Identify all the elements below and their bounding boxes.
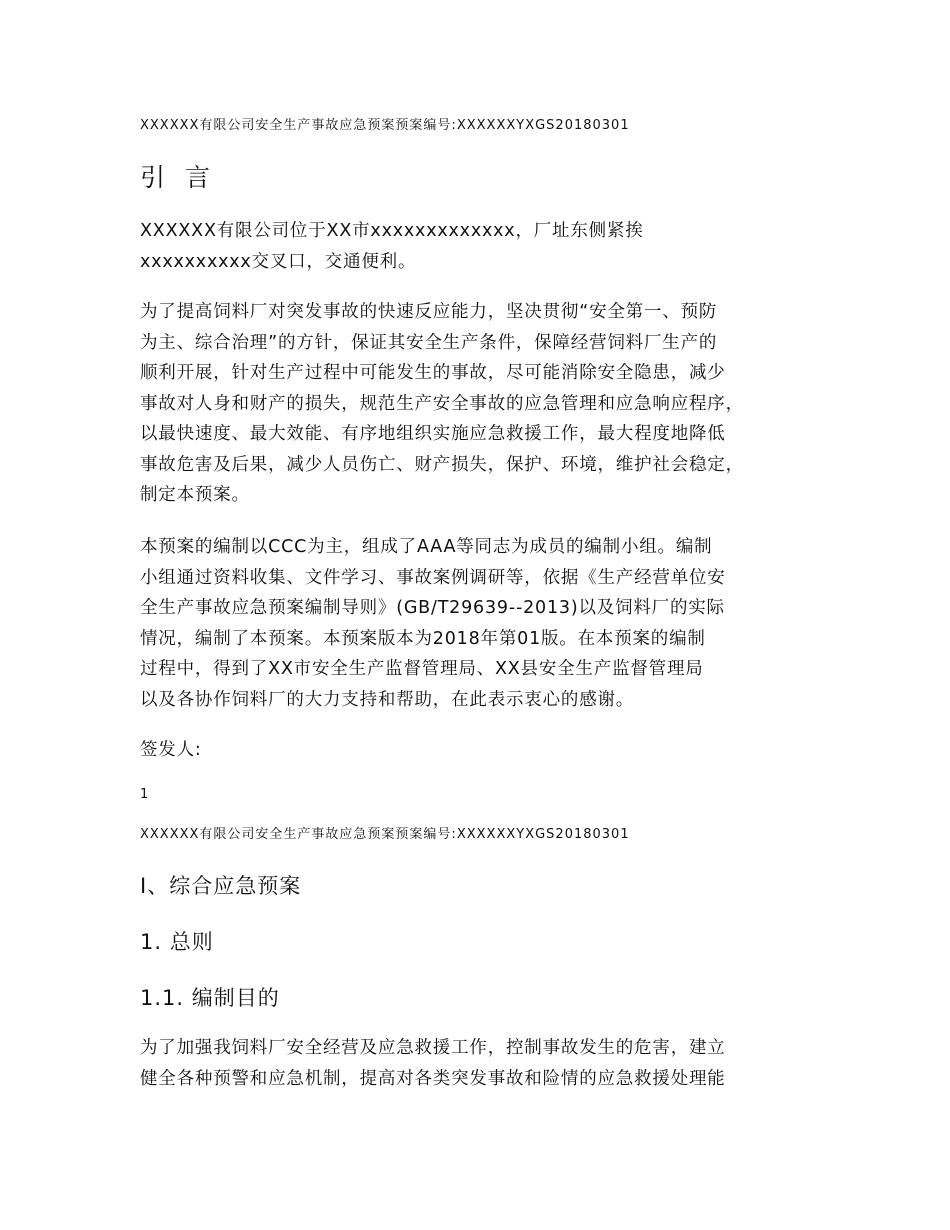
text-line: 本预案的编制以CCC为主，组成了AAA等同志为成员的编制小组。编制 <box>140 537 713 557</box>
text-line: 过程中，得到了XX市安全生产监督管理局、XX县安全生产监督管理局 <box>140 659 704 679</box>
purpose-paragraph <box>140 1033 726 1094</box>
text-line: 制定本预案。 <box>140 485 250 505</box>
text-line: 健全各种预警和应急机制，提高对各类突发事故和险情的应急救援处理能 <box>140 1068 726 1089</box>
text-line: 顺利开展，针对生产过程中可能发生的事故，尽可能消除安全隐患，减少 <box>140 363 726 383</box>
intro-paragraph-3 <box>140 532 726 715</box>
text-line: 为主、综合治理”的方针，保证其安全生产条件，保障经营饲料厂生产的 <box>140 332 718 353</box>
page-title: 引 言 <box>140 163 216 192</box>
text-line: 事故危害及后果，减少人员伤亡、财产损失，保护、环境，维护社会稳定， <box>140 454 744 475</box>
text-line: xxxxxxxxxx交叉口，交通便利。 <box>140 251 417 272</box>
text-line: 事故对人身和财产的损失，规范生产安全事故的应急管理和应急响应程序， <box>140 393 744 414</box>
subsection-heading: 1.1. 编制目的 <box>140 986 280 1010</box>
text-line: 情况，编制了本预案。本预案版本为2018年第01版。在本预案的编制 <box>140 628 706 649</box>
page-header: XXXXXX有限公司安全生产事故应急预案预案编号:XXXXXXYXGS20180301 <box>140 827 630 842</box>
chapter-heading: 1. 总则 <box>140 930 214 954</box>
text-line: 以及各协作饲料厂的大力支持和帮助，在此表示衷心的感谢。 <box>140 689 635 710</box>
page-header: XXXXXX有限公司安全生产事故应急预案预案编号:XXXXXXYXGS20180301 <box>140 118 630 133</box>
text-line: 小组通过资料收集、文件学习、事故案例调研等，依据《生产经营单位安 <box>140 567 726 588</box>
page-number: 1 <box>140 787 149 802</box>
document-page <box>140 0 840 1230</box>
text-line: 为了加强我饲料厂安全经营及应急救援工作，控制事故发生的危害，建立 <box>140 1038 726 1058</box>
section-heading: Ⅰ、综合应急预案 <box>140 874 302 898</box>
text-line: XXXXXX有限公司位于XX市xxxxxxxxxxxxx，厂址东侧紧挨 <box>140 221 644 241</box>
intro-paragraph-1 <box>140 216 644 277</box>
intro-paragraph-2 <box>140 297 744 511</box>
signer-label: 签发人: <box>140 740 202 760</box>
text-line: 以最快速度、最大效能、有序地组织实施应急救援工作，最大程度地降低 <box>140 424 726 444</box>
text-line: 全生产事故应急预案编制导则》(GB/T29639--2013)以及饲料厂的实际 <box>140 598 725 618</box>
text-line: 为了提高饲料厂对突发事故的快速反应能力，坚决贯彻“安全第一、预防 <box>140 302 718 322</box>
